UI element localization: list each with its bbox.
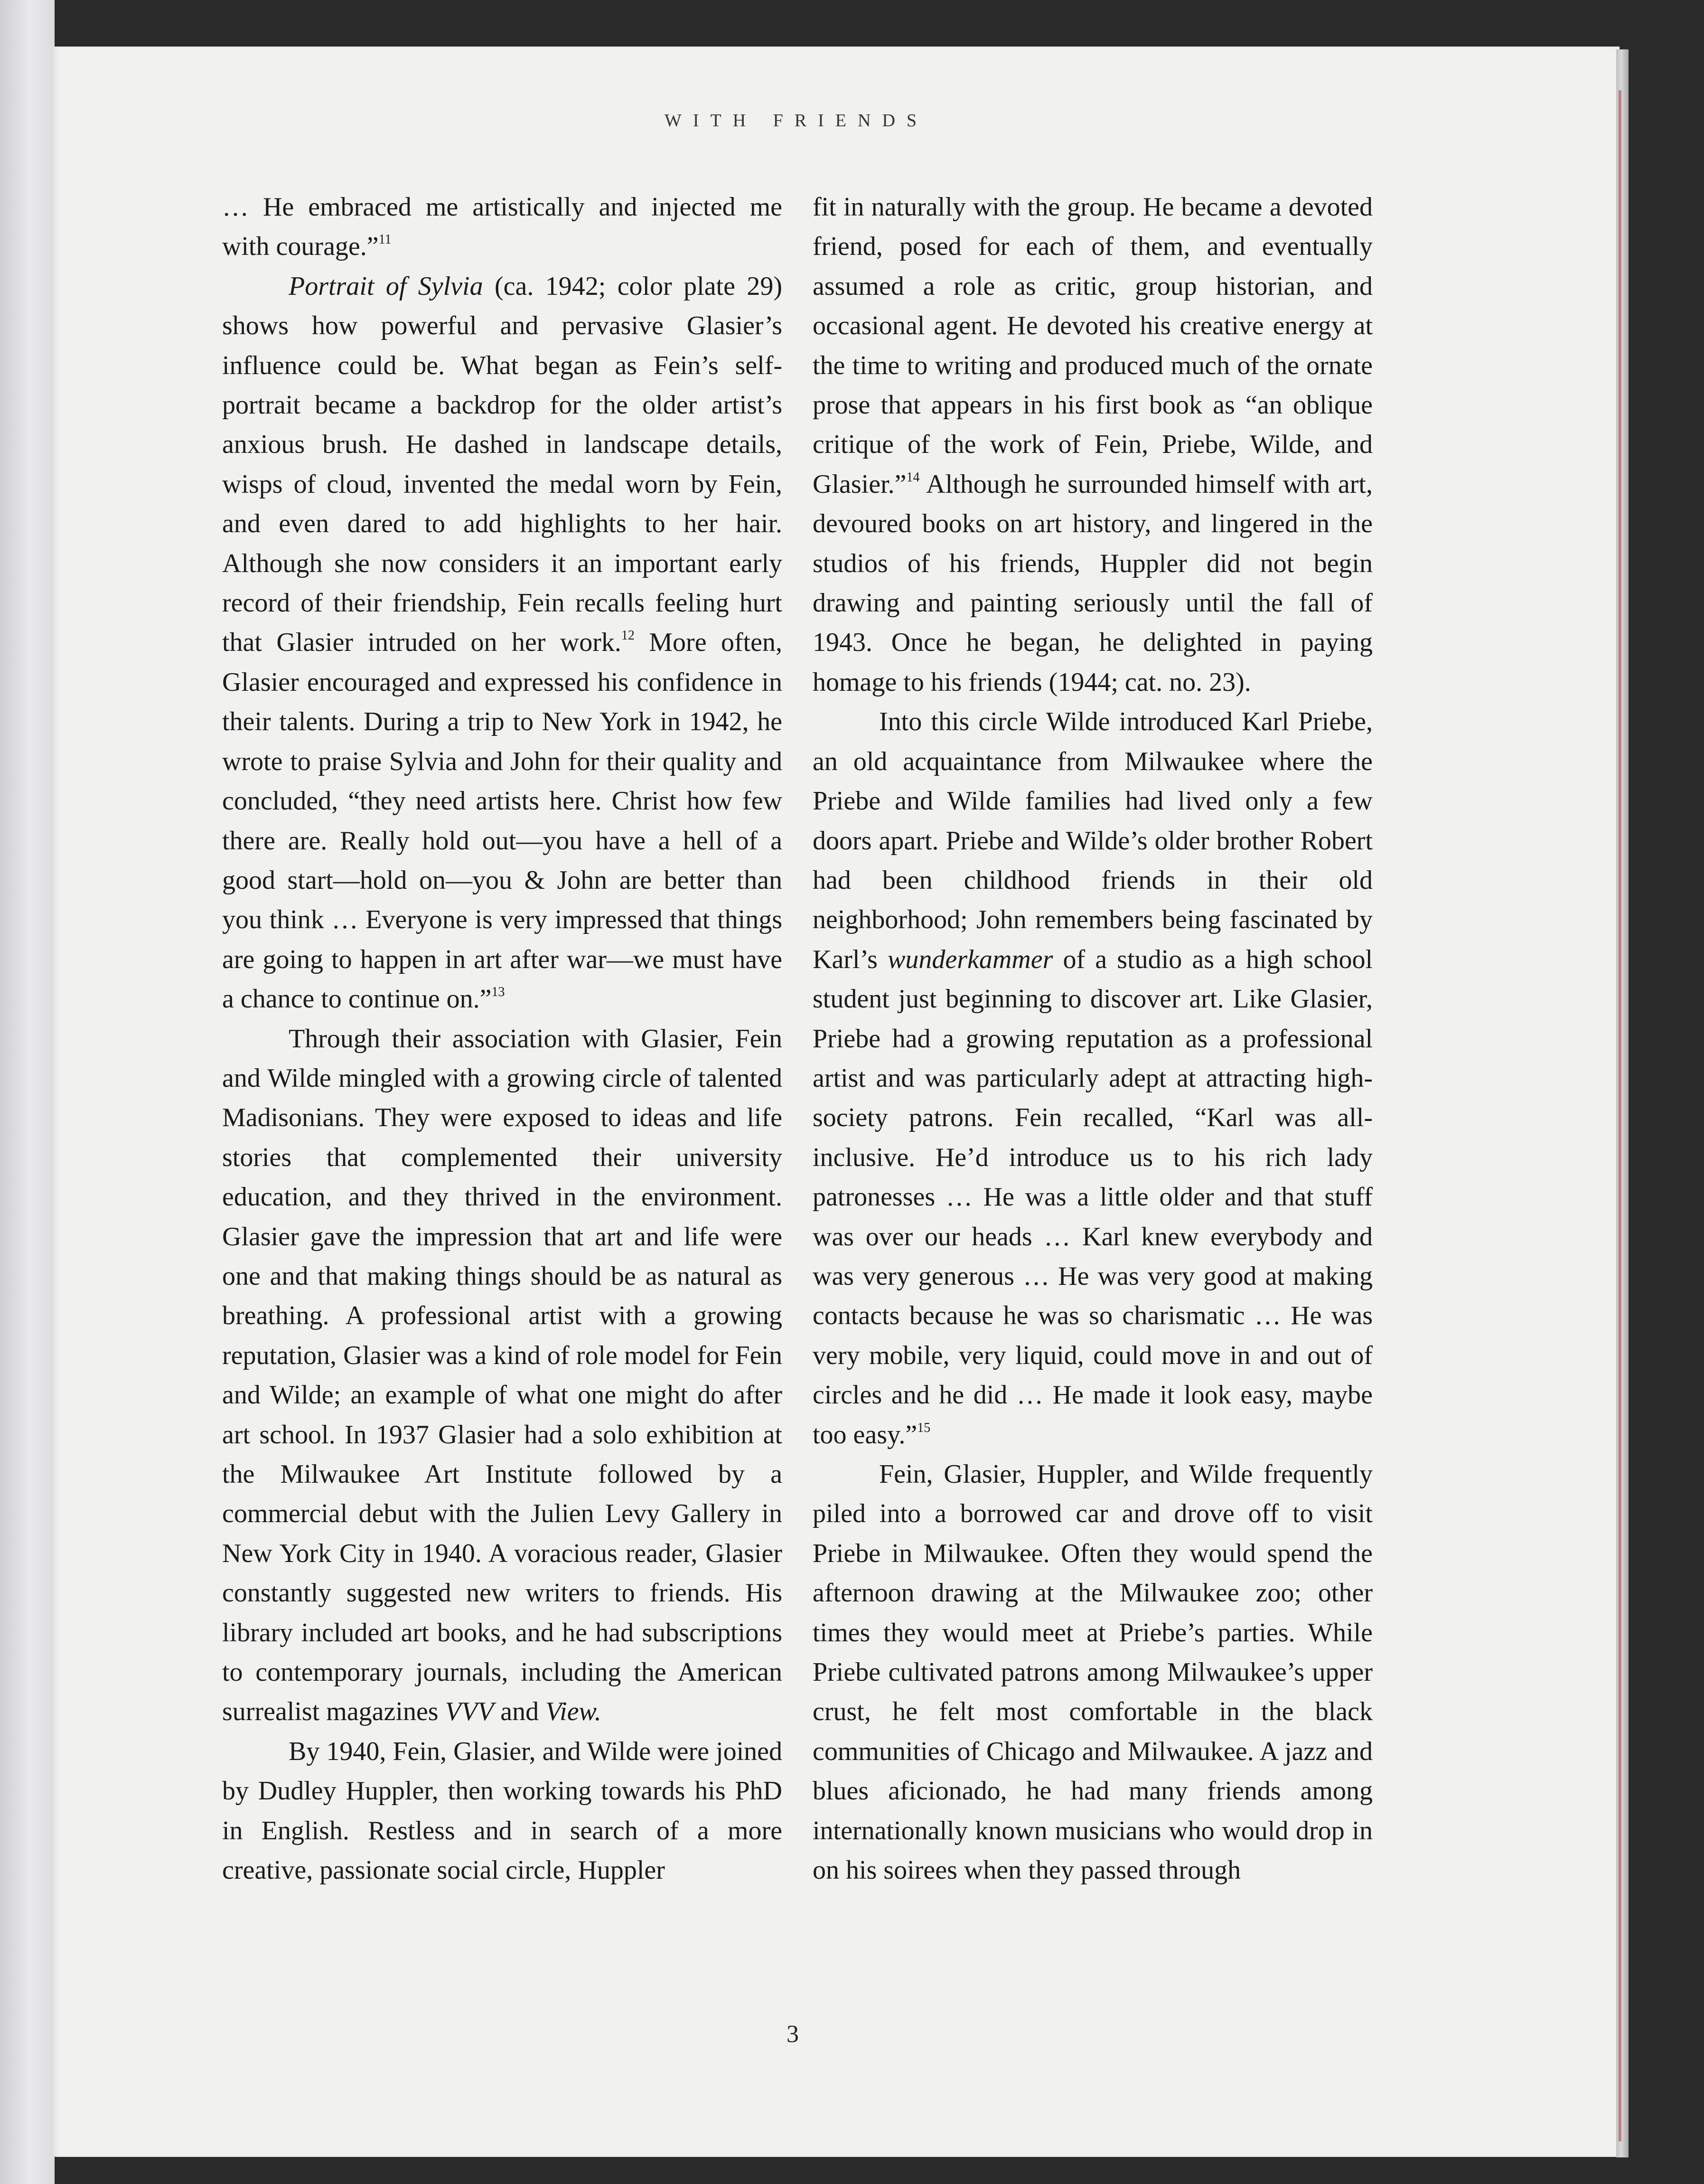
paragraph-text: Fein, Glasier, Huppler, and Wilde frequently piled into a borrowed car and drove off to visit Priebe in Milwaukee. Often they would spend the afternoon drawing at the Milwaukee zoo; other times they would meet at Priebe’s parties. While Priebe cultivated patrons among Milwaukee’s upper crust, he felt most comfortable in the black communities of Chicago and Milwaukee. A jazz and blues aficionado, he had many friends among internationally known musicians who would drop in on his soirees when they passed through [813, 1459, 1373, 1885]
text-column-right [813, 188, 1373, 1944]
paragraph [813, 1455, 1373, 1890]
page-stack-red-edge [1619, 90, 1621, 2141]
page-stack-edge [1616, 49, 1629, 2157]
paragraph-text: Through their association with Glasier, Fein and Wilde mingled with a growing circle of talented Madisonians. They were exposed to ideas and life stories that complemented their university education, and they thrived in the environment. Glasier gave the impression that art and life were one and that making things should be as natural as breathing. A professional artist with a growing reputation, Glasier was a kind of role model for Fein and Wilde; an example of what one might do after art school. In 1937 Glasier had a solo exhibition at the Milwaukee Art Institute followed by a commercial debut with the Julien Levy Gallery in New York City in 1940. A voracious reader, Glasier constantly suggested new writers to friends. His library included art books, and he had subscriptions to contemporary journals, including the American surrealist magazines [222, 1024, 782, 1727]
paragraph-text: and [494, 1697, 546, 1727]
text-column-left [222, 188, 782, 1944]
italic-term: wunderkammer [888, 944, 1053, 974]
paragraph-text: Although he surrounded himself with art, devoured books on art history, and lingered in the studios of his friends, Huppler did not begin drawing and painting seriously until the fall of 1943. Once he began, he delighted in paying homage to his friends (1944; cat. no. 23). [813, 469, 1373, 697]
running-head: WITH FRIENDS [665, 111, 928, 131]
paragraph [813, 702, 1373, 1455]
paragraph-text: By 1940, Fein, Glasier, and Wilde were joined by Dudley Huppler, then working towards his PhD in English. Restless and in search of a more creative, passionate social circle, Huppler [222, 1736, 782, 1885]
paragraph [222, 1732, 782, 1891]
paragraph-text: More often, Glasier encouraged and expressed his confidence in their talents. During a trip to New York in 1942, he wrote to praise Sylvia and John for their quality and concluded, “they need artists here. Christ how few there are. Really hold out—you have a hell of a good start—hold on—you & John are better than you think … Everyone is very impressed that things are going to happen in art after war—we must have a chance to continue on.” [222, 628, 782, 1014]
paragraph [222, 1019, 782, 1732]
paragraph-text: fit in naturally with the group. He became a devoted friend, posed for each of them, and eventually assumed a role as critic, group historian, and occasional agent. He devoted his creative energy at the time to writing and produced much of the ornate prose that appears in his first book as “an oblique critique of the work of Fein, Priebe, Wilde, and Glasier.” [813, 192, 1373, 499]
paragraph-text: (ca. 1942; color plate 29) shows how powerful and pervasive Glasier’s influence could be. What began as Fein’s self-portrait became a backdrop for the older artist’s anxious brush. He dashed in landscape details, wisps of cloud, invented the medal worn by Fein, and even dared to add highlights to her hair. Although she now considers it an important early record of their friendship, Fein recalls feeling hurt that Glasier intruded on her work. [222, 271, 782, 658]
artwork-title: Portrait of Sylvia [289, 271, 483, 301]
footnote-ref: 15 [917, 1420, 931, 1435]
magazine-title: VVV [445, 1697, 494, 1727]
paragraph [222, 267, 782, 1019]
page-number: 3 [786, 2021, 799, 2048]
paragraph [813, 188, 1373, 702]
footnote-ref: 12 [621, 628, 635, 643]
paragraph-text: of a studio as a high school student just beginning to discover art. Like Glasier, Priebe had a growing reputation as a professional artist and was particularly adept at attracting high-society patrons. Fein recalled, “Karl was all-inclusive. He’d introduce us to his rich lady patronesses … He was a little older and that stuff was over our heads … Karl knew everybody and was very generous … He was very good at making contacts because he was so charismatic … He was very mobile, very liquid, could move in and out of circles and he did … He made it look easy, maybe too easy.” [813, 944, 1373, 1450]
paragraph [222, 188, 782, 267]
paragraph-text: … He embraced me artistically and injected me with courage.” [222, 192, 782, 262]
magazine-title: View. [545, 1697, 601, 1727]
footnote-ref: 13 [491, 985, 505, 1000]
footnote-ref: 11 [378, 232, 392, 247]
facing-page-edge [0, 0, 55, 2184]
paragraph-text: Into this circle Wilde introduced Karl Priebe, an old acquaintance from Milwaukee where the Priebe and Wilde families had lived only a few doors apart. Priebe and Wilde’s older brother Robert had been childhood friends in their old neighborhood; John remembers being fascinated by Karl’s [813, 707, 1373, 974]
footnote-ref: 14 [906, 470, 920, 485]
